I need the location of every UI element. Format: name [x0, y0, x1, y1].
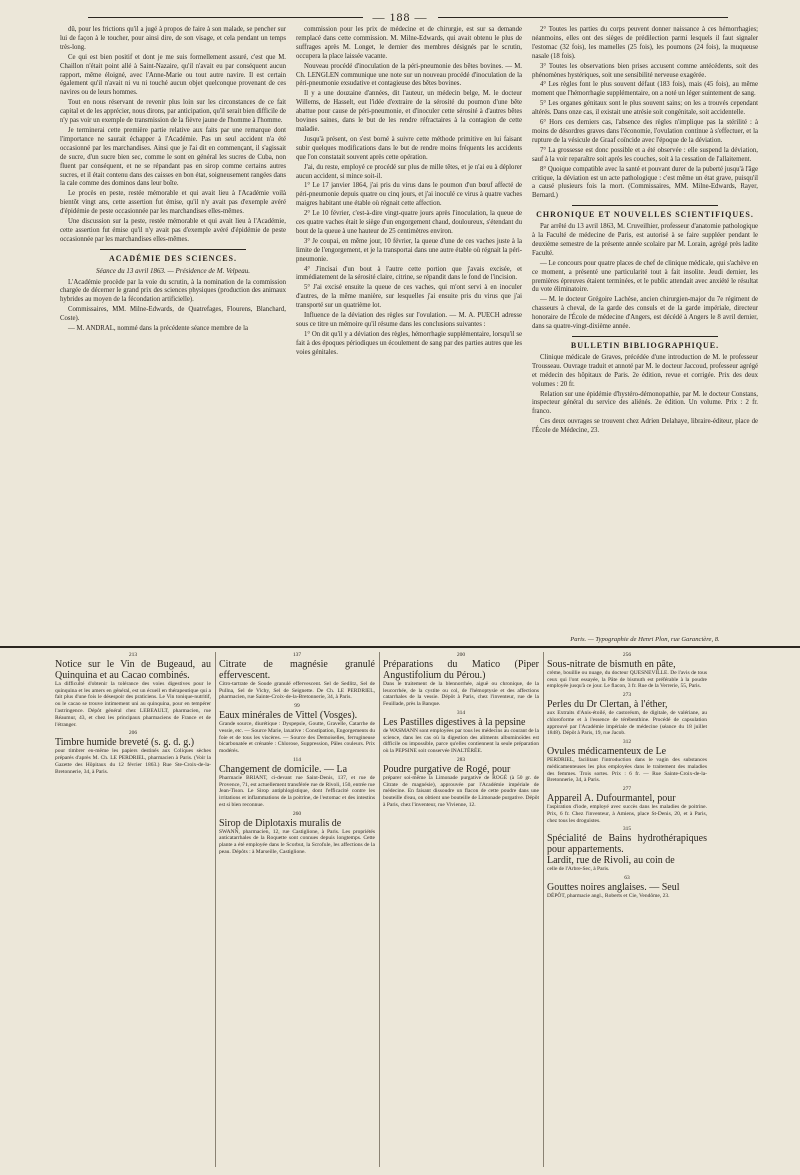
ad-number: 283: [456, 756, 466, 763]
ad-text: préparer soi-même la Limonade purgative de ROGÉ (à 50 gr. de Citrate de magnésie), approuvée par l'Académie impériale de médecine. En faisant dissoudre un flacon de cette poudre dans une bouteille d'eau, on obtient une bouteille de Limonade purgative. Dépôt à Paris, chez l'inventeur, rue Vivienne, 12.: [383, 774, 539, 808]
ad-title: Sous-nitrate de bismuth en pâte,: [547, 658, 676, 670]
ad-title: Gouttes noires anglaises. — Seul: [547, 881, 680, 893]
ad-text: Citro-tartrate de Soude granulé effervescent. Sel de Sedlitz, Sel de Pullna, Sel de Vichy, Sel de Seignette. De Ch. LE PERDRIEL, pharmacien, rue Sainte-Croix-de-la-Bretonnerie, 34, à Paris.: [219, 680, 375, 701]
ad-text: Grande source, diurétique : Dyspepsie, Goutte, Gravelle, Catarrhe de vessie, etc. — Source Marie, laxative : Constipation, Engorgements du foie et de tous les viscères. — Source des Demoiselles, ferrugineuse bicarbonatée et crénatée : Chlorose, Suppression, Pâles couleurs. Prix modérés.: [219, 720, 375, 755]
ad-number: 137: [292, 652, 302, 658]
ad-text: Pharmacie BRIANT, ci-devant rue Saint-Denis, 137, et rue de Provence, 71, est actuellement transférée rue de Rivoli, 150, entrée rue Jean-Tison. Le Sirop antiphlogistique, dont l'efficacité contre les irritations et inflammations de la poitrine, de l'estomac et des intestins est si bien reconnue.: [219, 774, 375, 808]
advertisement: [219, 811, 375, 856]
paragraph: Ces deux ouvrages se trouvent chez Adrien Delahaye, libraire-éditeur, place de l'École de Médecine, 23.: [532, 418, 758, 435]
paragraph: L'Académie procède par la voie du scrutin, à la nomination de la commission chargée de décerner le grand prix des sciences physiques (production des animaux hybrides au moyen de la fécondation artificielle).: [60, 278, 286, 304]
paragraph: 7° La grossesse est donc possible et a été observée : elle suspend la déviation, sauf à la voir reparaître soit après les couches, soit à la cessation de l'allaitement.: [532, 146, 758, 163]
ads-column-4: [547, 652, 707, 1167]
imprint-line: Paris. — Typographie de Henri Plon, rue Garancière, 8.: [570, 636, 720, 643]
advertisement: [547, 786, 707, 824]
ad-number: 63: [624, 874, 630, 881]
section-rule: [572, 205, 718, 206]
ad-title: Préparations du Matico (Piper Angustifolium du Pérou.): [383, 658, 539, 681]
advertisement: [219, 757, 375, 809]
paragraph: Il y a une douzaine d'années, dit l'auteur, un médecin belge, M. le docteur Willems, de Hasselt, eut l'idée d'extraire de la sérosité du poumon d'une bête abattue pour cause de péri-pneumonie, et d'inoculer cette sérosité à d'autres bêtes bovines saines, dans le but de les rendre réfractaires à la contagion de cette maladie.: [296, 90, 522, 133]
ad-text: crème, bouillie ou nuage, du docteur QUESNEVILLE. De l'avis de tous ceux qui l'ont essayée, la Pâte de bismuth est préférable à la poudre employée jusqu'à ce jour. Le flacon, 3 fr. Rue de la Verrerie, 55, Paris.: [547, 669, 707, 690]
paragraph: — Le concours pour quatre places de chef de clinique médicale, qui s'achève en ce moment, a présenté une particularité tout à fait insolite. Jeudi dernier, les premières épreuves étaient terminées, et le public attendait avec anxiété le résultat du vote éliminatoire.: [532, 259, 758, 294]
paragraph: 2° Toutes les parties du corps peuvent donner naissance à ces hémorrhagies; néanmoins, elles ont des sièges de prédilection parmi lesquels il faut signaler l'estomac (32 fois), les mamelles (25 fois), les poumons (24 fois), la muqueuse nasale (18 fois).: [532, 26, 758, 60]
column-3-text-b: [532, 223, 758, 332]
column-3-text: [532, 26, 758, 201]
column-3: [532, 26, 758, 646]
ad-number: 206: [128, 730, 138, 737]
ad-number: 312: [622, 739, 632, 746]
ad-text: de WASMANN sont employées par tous les médecins au courant de la science, dans les cas où la digestion des aliments albuminoïdes est difficile ou impossible, parce qu'elles contiennent la seule préparation où la PEPSINE soit conservée INALTÉRÉE.: [383, 727, 539, 755]
paragraph: Relation sur une épidémie d'hystéro-démonopathie, par M. le docteur Constans, inspecteur général du service des aliénés. 2e édition. Un volume. Prix : 2 fr. franco.: [532, 390, 758, 416]
paragraph: 4° J'incisai d'un bout à l'autre cette portion que j'avais excisée, et immédiatement de la sérosité claire, citrine, se répandit dans le fond de l'incision.: [296, 265, 522, 282]
ad-title: Notice sur le Vin de Bugeaud, au Quinquina et au Cacao combinés.: [55, 658, 211, 681]
paragraph: 5° Les organes génitaux sont le plus souvent sains; on les a trouvés cependant altérés. Dans onze cas, il existait une atrésie soit congénitale, soit accidentelle.: [532, 100, 758, 117]
column-2-text: [296, 26, 522, 358]
ads-divider: [0, 646, 800, 648]
ads-column-1: [55, 652, 211, 1167]
advertisement: [547, 855, 707, 873]
advertisement: [547, 652, 707, 690]
paragraph: dû, pour les frictions qu'il a jugé à propos de faire à son malade, se pencher sur lui de façon à le toucher, pour ainsi dire, de son visage, et cela pendant un temps très-long.: [60, 26, 286, 51]
advertisement: [383, 757, 539, 809]
ad-title: Timbre humide breveté (s. g. d. g.): [55, 737, 195, 749]
advertisement: [383, 710, 539, 755]
ad-title: Lardit, rue de Rivoli, au coin de: [547, 855, 675, 867]
ad-number: 273: [622, 692, 632, 699]
paragraph: — M. le docteur Grégoire Lachèse, ancien chirurgien-major du 7e régiment de chasseurs à cheval, de la garde des consuls et de la garde impériale, directeur honoraire de l'École de médecine d'Angers, est décédé à Angers le 8 avril dernier, dans sa quatre-vingt-dixième année.: [532, 296, 758, 331]
paragraph: Influence de la déviation des règles sur l'ovulation. — M. A. PUECH adresse sous ce titre un mémoire qu'il résume dans les conclusions suivantes :: [296, 312, 522, 328]
ad-text: DÉPÔT, pharmacie angl., Roberts et Cie, Vendôme, 23.: [547, 892, 670, 899]
paragraph: — M. ANDRAL, nommé dans la précédente séance membre de la: [68, 325, 249, 333]
ads-column-3: [383, 652, 539, 1167]
ad-title: Poudre purgative de Rogé, pour: [383, 763, 511, 775]
paragraph: Nouveau procédé d'inoculation de la péri-pneumonie des bêtes bovines. — M. Ch. LENGLEN communique une note sur un nouveau procédé d'inoculation de la péri-pneumonie exsudative et contagieuse des bêtes bovines.: [296, 62, 522, 88]
ad-number: 213: [128, 652, 138, 658]
paragraph: Clinique médicale de Graves, précédée d'une introduction de M. le professeur Trousseau. Ouvrage traduit et annoté par M. le docteur Jaccoud, professeur agrégé et médecin des hôpitaux de Paris. 2e édition, revue et corrigée. Prix des deux volumes : 20 fr.: [532, 353, 758, 388]
ads-column-2: [219, 652, 375, 1167]
ad-title: Citrate de magnésie granulé effervescent.: [219, 658, 375, 681]
ad-title: Changement de domicile. — La: [219, 763, 348, 775]
section-rule: [100, 249, 246, 250]
advertisement: [219, 652, 375, 701]
paragraph: Je terminerai cette première partie relative aux faits par une remarque dont l'importance ne saurait échapper à l'Académie. Pas un seul accident n'a été occasionné par les marchandises. Ainsi que je l'ai dit en commençant, il s'agissait de sucre, d'un sucre bien sec, comme le sont en général les sucres de Cuba, non fluent par conséquent, et ne se répandant pas en sirop comme certains autres sucres, et il était contenu dans des caisses en bon état, soigneusement rangées dans la cale comme des dominos dans leur boîte.: [60, 126, 286, 188]
paragraph: commission pour les prix de médecine et de chirurgie, est sur sa demande remplacé dans cette commission. M. Milne-Edwards, qui avait obtenu le plus de suffrages après M. Longet, le dernier des membres désignés par le scrutin, occupera la place laissée vacante.: [296, 26, 522, 60]
paragraph: 2° Le 10 février, c'est-à-dire vingt-quatre jours après l'inoculation, la queue de ces quatre vaches était le siège d'un engorgement chaud, douloureux, s'étendant du bout de la queue à une hauteur de 25 centimètres environ.: [296, 210, 522, 235]
page-number: — 188 —: [0, 10, 800, 25]
advertisement: [547, 826, 707, 855]
paragraph: 3° Je coupai, en même jour, 10 février, la queue d'une de ces vaches juste à la limite de l'engorgement, et je la transportai dans une autre étable où régnait la péri-pneumonie.: [296, 237, 522, 263]
paragraph: 8° Quoique compatible avec la santé et pouvant durer de la puberté jusqu'à l'âge critique, la déviation est un acte pathologique : c'est même un état grave, puisqu'il a causé plusieurs fois la mort. (Commissaires, MM. Milne-Edwards, Rayer, Bernard.): [532, 165, 758, 200]
ad-text: aux Extraits d'Anis-étoilé, de castoréum, de digitale, de valériane, au chloroforme et à l'essence de térébenthine. Procédé de capsulation approuvé par l'Académie impériale de médecine (séance du 18 juillet 1848). Dépôt à Paris, 19, rue Jacob.: [547, 709, 707, 737]
paragraph: Le procès en peste, restée mémorable et qui avait lieu à l'Académie voilà bientôt vingt ans, cette assertion fut émise, qu'il n'y avait pas d'exemple avéré d'épidémie de peste occasionnée par les marchandises elles-mêmes.: [60, 190, 286, 216]
section-title-chronique: CHRONIQUE ET NOUVELLES SCIENTIFIQUES.: [536, 210, 754, 220]
section-title-bulletin: BULLETIN BIBLIOGRAPHIQUE.: [570, 341, 720, 350]
ad-text: celle de l'Arbre-Sec, à Paris.: [547, 866, 610, 873]
section-subtitle-seance: Séance du 13 avril 1863. — Présidence de M. Velpeau.: [96, 266, 250, 275]
ads-column-rule: [215, 652, 216, 1167]
ad-text: SWANN, pharmacien, 12, rue Castiglione, à Paris. Les propriétés anticatarrhales de la Roquette sont connues depuis longtemps. Cette plante a été employée dans le Scorbut, la Scrofule, les affections de la peau. Dépôts : à Marseille, Castiglione.: [219, 828, 375, 855]
ad-title: Appareil A. Dufourmantel, pour: [547, 792, 676, 804]
ad-text: La difficulté d'obtenir la tolérance des voies digestives pour le quinquina et les amers en général, est un écueil en thérapeutique qui a fait plus d'une fois le désespoir des praticiens. Le Vin tonique-nutritif, ou le cacao se trouve intimement uni au quinquina, pour en tempérer l'astringence. Dépôt général chez LEBEAULT, pharmacien, rue Réaumur, 43, et chez les principaux pharmaciens de France et de l'étranger.: [55, 680, 211, 728]
column-1-text: [60, 26, 286, 245]
section-title-academie: ACADÉMIE DES SCIENCES.: [108, 253, 238, 263]
section-rule: [572, 336, 718, 337]
column-3-text-c: [532, 354, 758, 436]
advertisement: [219, 703, 375, 755]
ad-number: 99: [294, 703, 300, 710]
ad-number: 200: [456, 652, 466, 658]
column-1-text-b: [60, 279, 286, 334]
ad-title: Sirop de Diplotaxis muralis de: [219, 817, 342, 829]
ad-title: Perles du Dr Clertan, à l'éther,: [547, 698, 668, 710]
column-2: [296, 26, 522, 646]
ad-text: pour timbrer en-même les papiers destinés aux Coliques sèches préparés d'après M. Ch. LE PERDRIEL, pharmacien à Paris. (Voir la Gazette des Hôpitaux du 12 février 1863.) Rue Ste-Croix-de-la-Bretonnerie, 34, à Paris.: [55, 748, 211, 775]
ads-column-rule: [543, 652, 544, 1167]
advertisement: [55, 730, 211, 775]
paragraph: 1° Le 17 janvier 1864, j'ai pris du virus dans le poumon d'un bœuf affecté de péri-pneumonie depuis quatre ou cinq jours, et j'ai inoculé ce virus à quatre vaches maigres habitant une étable où régnait cette affection.: [296, 182, 522, 208]
paragraph: Ce qui est bien positif et dont je me suis formellement assuré, c'est que M. Chaillon n'était point allé à Saint-Nazaire, qu'il n'avait eu par conséquent aucun rapport, même éloigné, avec l'Anne-Marie ou tout autre navire. Il est certain également qu'il n'avait ni vu ni touché aucun objet quelconque provenant de ces navires ou de leurs hommes.: [60, 53, 286, 97]
ad-number: 256: [622, 652, 632, 658]
paragraph: 3° Toutes les observations bien prises accusent comme antécédents, soit des phénomènes hystériques, soit une sensibilité nerveuse exagérée.: [532, 62, 758, 79]
paragraph: Une discussion sur la peste, restée mémorable et qui avait lieu à l'Académie, cette assertion fut émise qu'il n'y avait pas d'exemple avéré d'épidémie de peste occasionnée par les marchandises elles-mêmes.: [60, 218, 286, 243]
advertisement: [55, 652, 211, 728]
ad-number: 314: [456, 709, 466, 716]
ad-number: 277: [622, 786, 632, 793]
advertisement: [383, 652, 539, 708]
ads-column-rule: [379, 652, 380, 1167]
ad-number: 260: [292, 810, 302, 817]
ad-title: Les Pastilles digestives à la pepsine: [383, 716, 526, 728]
paragraph: Jusqu'à présent, on s'est borné à suivre cette méthode primitive en lui faisant subir quelques modifications dans le but de rendre moins fréquents les accidents que l'on constatait souvent après cette opération.: [296, 135, 522, 161]
ad-text: PERDRIEL, facilitant l'introduction dans le vagin des substances médicamenteuses les plus employées dans le traitement des maladies des femmes. Trois sortes. Prix : 6 fr. — Rue Sainte-Croix-de-la-Bretonnerie, 34, à Paris.: [547, 756, 707, 784]
ad-number: 114: [292, 756, 302, 763]
column-1: [60, 26, 286, 646]
advertisement: [547, 875, 707, 900]
paragraph: 6° Hors ces derniers cas, l'absence des règles n'implique pas la stérilité : à moins de désordres graves dans l'économie, l'ovulation continue à s'effectuer, et la rupture de la vésicule de Graaf coïncide avec l'époque de la déviation.: [532, 119, 758, 144]
paragraph: 5° J'ai excisé ensuite la queue de ces vaches, qui m'ont servi à en inoculer d'autres, de la même manière, sur lesquelles j'ai ensuite pris du virus que j'ai transporté sur un quatrième lot.: [296, 284, 522, 310]
ad-text: Dans le traitement de la blennorrhée, aiguë ou chronique, de la leucorrhée, de la cystite ou col, de l'hémoptysie et des affections catarrhales de la vessie. Dépôt à Paris, chez l'inventeur, rue de la Feuillade, près la Banque.: [383, 680, 539, 708]
ad-number: 315: [622, 826, 632, 833]
paragraph: Commissaires, MM. Milne-Edwards, de Quatrefages, Flourens, Blanchard, Coste).: [60, 306, 286, 323]
ad-title: Ovules médicamenteux de Le: [547, 745, 667, 757]
paragraph: J'ai, du reste, employé ce procédé sur plus de mille têtes, et je n'ai eu à déplorer aucun accident, si mince soit-il.: [296, 163, 522, 180]
ad-title: Eaux minérales de Vittel (Vosges).: [219, 709, 358, 721]
ad-text: l'aspiration d'iode, employé avec succès dans les maladies de poitrine. Prix, 6 fr. Chez l'inventeur, à Amiens, place St-Denis, 20, et à Paris, chez tous les droguistes.: [547, 803, 707, 824]
advertisement: [547, 739, 707, 784]
ad-title: Spécialité de Bains hydrothérapiques pour appartements.: [547, 833, 707, 856]
paragraph: Par arrêté du 13 avril 1863, M. Cruveilhier, professeur d'anatomie pathologique à la Faculté de médecine de Paris, est autorisé à se faire suppléer pendant le deuxième semestre de la présente année scolaire par M. Lorain, agrégé près ladite Faculté.: [532, 223, 758, 257]
paragraph: 4° Les règles font le plus souvent défaut (183 fois), mais (45 fois), au même moment que l'hémorrhagie supplémentaire, on a noté un léger suintement de sang.: [532, 81, 758, 98]
advertisement: [547, 692, 707, 737]
paragraph: 1° On dit qu'il y a déviation des règles, hémorrhagie supplémentaire, lorsqu'il se fait à des époques périodiques un écoulement de sang par des parties autres que les voies génitales.: [296, 330, 522, 356]
paragraph: Tout en nous réservant de revenir plus loin sur les circonstances de ce fait capital et de les apprécier, nous dirons, par anticipation, qu'il serait bien difficile de n'y pas voir un exemple de transmission de la fièvre jaune de l'homme à l'homme.: [60, 99, 286, 125]
